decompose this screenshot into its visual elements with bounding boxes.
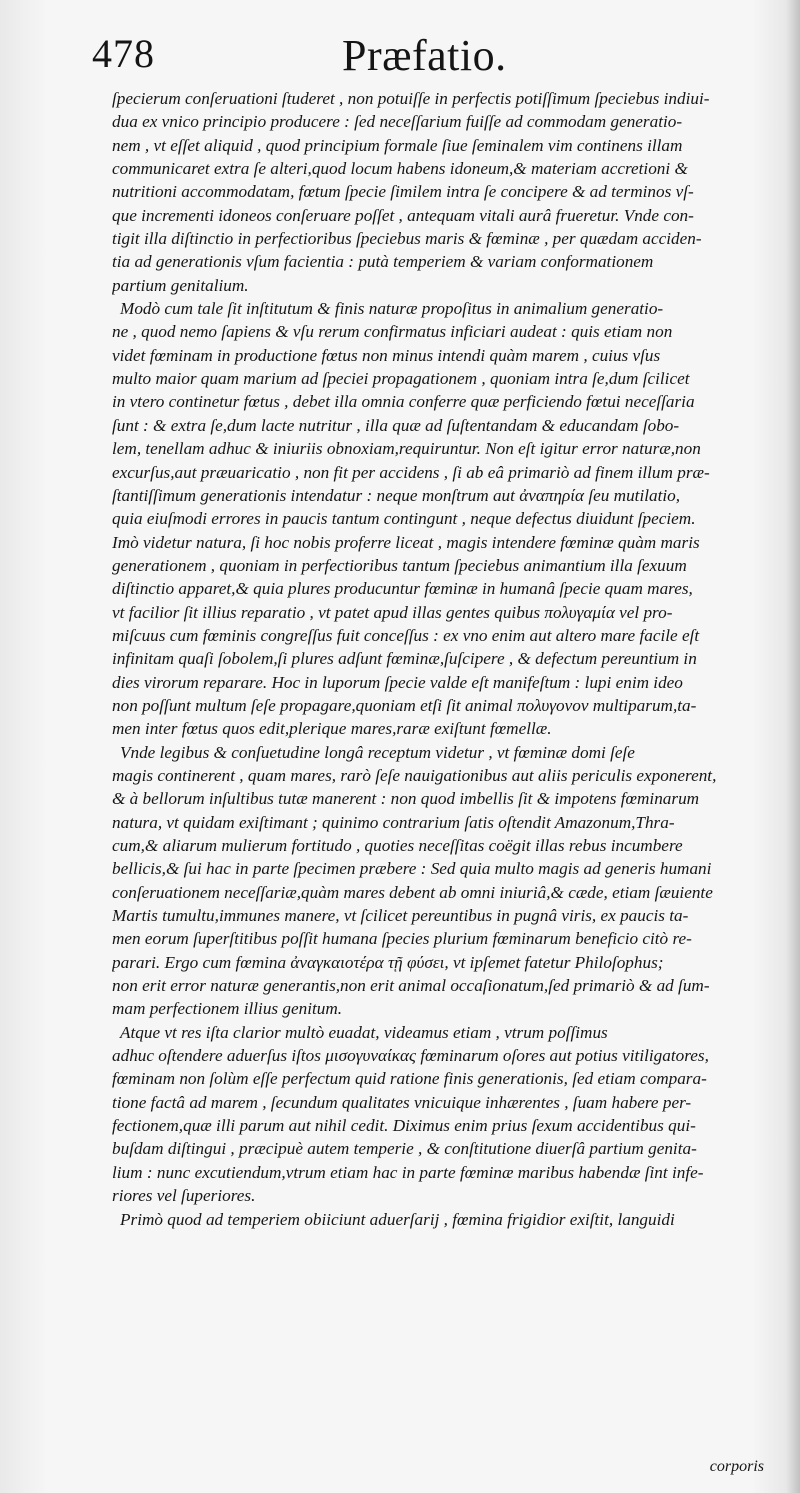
text-line: dies virorum reparare. Hoc in luporum ſpecie valde eſt manifeſtum : lupi enim ideo (112, 672, 683, 692)
page-number: 478 (92, 31, 155, 76)
text-line: generationem , quoniam in perfectioribus tantum ſpeciebus animantium illa ſexuum (112, 555, 687, 575)
text-line: ſpecierum conſeruationi ſtuderet , non potuiſſe in perfectis potiſſimum ſpeciebus indiui- (112, 89, 710, 108)
text-line: Primò quod ad temperiem obiiciunt aduerſarij , fœmina frigidior exiſtit, languidi (120, 1209, 675, 1229)
text-line: riores vel ſuperiores. (112, 1186, 256, 1206)
text-line: parari. Ergo cum fœmina ἀναγκαιοτέρα τῇ φύσει, vt ipſemet fatetur Philoſophus; (112, 952, 664, 972)
text-line: nem , vt eſſet aliquid , quod principium formale ſiue ſeminalem vim continens illam (112, 135, 683, 155)
text-line: partium genitalium. (112, 275, 249, 295)
body-text (112, 87, 772, 1231)
text-line: bellicis,& ſui hac in parte ſpecimen præbere : Sed quia multo magis ad generis humani (112, 859, 712, 879)
text-line: tigit illa diſtinctio in perfectioribus ſpeciebus maris & fœminæ , per quædam acciden- (112, 229, 702, 249)
text-line: non poſſunt multum ſeſe propagare,quoniam etſi ſit animal πολυγονον multiparum,ta- (112, 695, 697, 715)
text-line: ſunt : & extra ſe,dum lacte nutritur , illa quæ ad ſuſtentandam & educandam ſobo- (112, 415, 680, 435)
text-line: videt fœminam in productione fœtus non minus intendi quàm marem , cuius vſus (112, 345, 661, 365)
text-line: Imò videtur natura, ſi hoc nobis proferre liceat , magis intendere fœminæ quàm maris (112, 532, 700, 552)
running-head (92, 30, 712, 84)
text-line: Vnde legibus & conſuetudine longâ receptum videtur , vt fœminæ domi ſeſe (120, 742, 635, 762)
text-line: mam perfectionem illius genitum. (112, 999, 343, 1019)
text-line: diſtinctio apparet,& quia plures producuntur fœminæ in humanâ ſpecie quam mares, (112, 579, 693, 599)
text-line: buſdam diſtingui , præcipuè autem temperie , & conſtitutione diuerſâ partium genita- (112, 1139, 697, 1159)
text-line: que incrementi idoneos conſeruare poſſet , antequam vitali aurâ frueretur. Vnde con- (112, 205, 694, 225)
text-line: ne , quod nemo ſapiens & vſu rerum confirmatus inficiari audeat : quis etiam non (112, 322, 673, 342)
text-line: conſeruationem neceſſariæ,quàm mares debent ab omni iniuriâ,& cæde, etiam ſæuiente (112, 882, 713, 902)
text-line: magis continerent , quam mares, rarò ſeſe nauigationibus aut aliis periculis exponerent, (112, 765, 717, 785)
text-line: tia ad generationis vſum facientia : putà temperiem & variam conformationem (112, 252, 654, 272)
text-line: vt facilior ſit illius reparatio , vt patet apud illas gentes quibus πολυγαμία vel pro- (112, 602, 673, 622)
text-line: tione factâ ad marem , ſecundum qualitates vnicuique inhærentes , ſuam habere per- (112, 1092, 692, 1112)
text-line: quia eiuſmodi errores in paucis tantum contingunt , neque defectus diuidunt ſpeciem. (112, 509, 696, 529)
text-line: fectionem,quæ illi parum aut nihil cedit. Diximus enim prius ſexum accidentibus qui- (112, 1116, 696, 1136)
text-line: ſtantiſſimum generationis intendatur : neque monſtrum aut ἀναπηρία ſeu mutilatio, (112, 485, 681, 505)
text-line: in vtero continetur fœtus , debet illa omnia conferre quæ perficiendo fœtui neceſſaria (112, 392, 695, 412)
text-line: non erit error naturæ generantis,non erit animal occaſionatum,ſed primariò & ad ſum- (112, 976, 710, 996)
text-line: cum,& aliarum mulierum fortitudo , quoties neceſſitas coëgit illas rebus incumbere (112, 836, 683, 855)
text-line: dua ex vnico principio producere : ſed neceſſarium fuiſſe ad commodam generatio- (112, 112, 683, 132)
text-line: Martis tumultu,immunes manere, vt ſcilicet pereuntibus in pugnâ viris, ex paucis ta- (112, 906, 689, 926)
text-line: miſcuus cum fœminis congreſſus fuit conceſſus : ex vno enim aut altero mare facile eſt (112, 625, 700, 645)
text-line: excurſus,aut præuaricatio , non fit per accidens , ſi ab eâ primariò ad finem illum præ- (112, 462, 710, 482)
page-edge-shadow (786, 0, 800, 1493)
text-line: adhuc oſtendere aduerſus iſtos μισογυναίκας fœminarum oſores aut potius vitiligatores, (112, 1046, 709, 1066)
text-line: communicaret extra ſe alteri,quod locum habens idoneum,& materiam accretioni & (112, 159, 688, 179)
text-line: Modò cum tale ſit inſtitutum & finis naturæ propoſitus in animalium generatio- (120, 299, 664, 319)
text-line: lem, tenellam adhuc & iniuriis obnoxiam,requiruntur. Non eſt igitur error naturæ,non (112, 439, 701, 459)
text-line: Atque vt res iſta clarior multò euadat, videamus etiam , vtrum poſſimus (120, 1022, 608, 1042)
catchword: corporis (709, 1458, 764, 1475)
text-line: lium : nunc excutiendum,vtrum etiam hac in parte fœminæ maribus habendæ ſint infe- (112, 1162, 704, 1182)
page-title: Præfatio. (342, 31, 507, 80)
text-line: & à bellorum inſultibus tutæ manerent : non quod imbellis ſit & impotens fœminarum (112, 789, 700, 809)
text-line: natura, vt quidam exiſtimant ; quinimo contrarium ſatis oſtendit Amazonum,Thra- (112, 812, 675, 832)
text-line: nutritioni accommodatam, fœtum ſpecie ſimilem intra ſe concipere & ad terminos vſ- (112, 182, 694, 202)
text-line: men inter fœtus quos edit,plerique mares,raræ exiſtunt fœmellæ. (112, 719, 552, 739)
text-line: multo maior quam marium ad ſpeciei propagationem , quoniam intra ſe,dum ſcilicet (112, 369, 690, 389)
text-line: infinitam quaſi ſobolem,ſi plures adſunt fœminæ,ſuſcipere , & defectum pereuntium in (112, 649, 697, 669)
text-line: men eorum ſuperſtitibus poſſit humana ſpecies plurium fœminarum beneficio citò re- (112, 929, 692, 949)
text-line: fœminam non ſolùm eſſe perfectum quid ratione finis generationis, ſed etiam compara- (112, 1069, 707, 1089)
